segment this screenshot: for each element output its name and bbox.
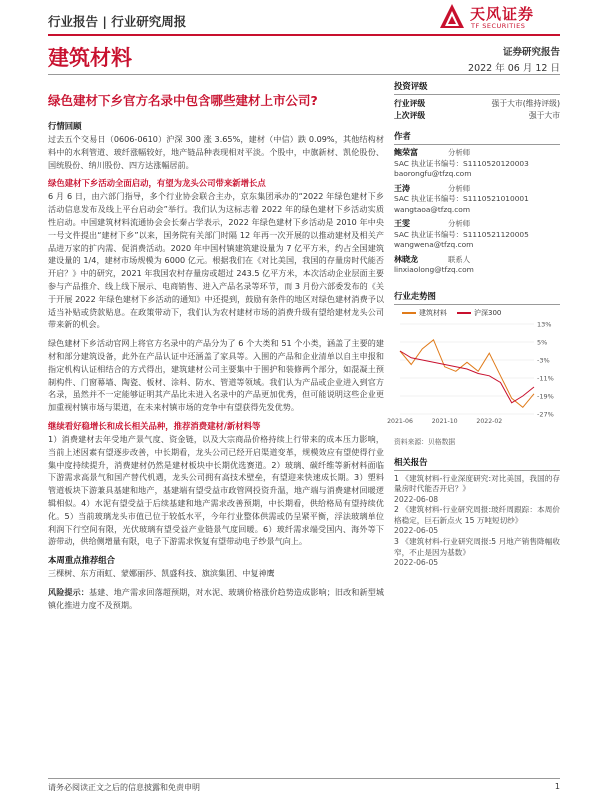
x-tick-label: 2021-06 xyxy=(387,417,413,425)
author-email[interactable]: baorongfu@tfzq.com xyxy=(394,169,472,178)
logo-text-cn: 天风证券 xyxy=(470,5,535,23)
section-paragraph: 三棵树、东方雨虹、蒙娜丽莎、凯盛科技、旗滨集团、中复神鹰 xyxy=(48,568,275,579)
section-paragraph: 6 月 6 日，由六部门指导，多个行业协会联合主办，京东集团承办的“2022 年绿色建材下乡活动信息发布及线上平台启动会”举行。我们认为这标志着 2022 年的绿色建材下乡活动实质性启动。中国建筑材料流通协会会长秦占学表示，2022 年绿色建材下乡活动是 2010 年中央一号文件提出“建材下乡”以来，国务院有关部门时隔 12 年再一次开展的以推动建材及相关产品进万家的扩内需、促消费活动。2020 年中国村镇建筑建设量为 7 亿平方米，约占全国建筑建设量的 1/4，建材市场规模为 6000 亿元。根据我们在《对比美国，我国的存量房时代能否开启？》中的研究，2021 年我国农村存量房或超过 243.5 亿平方米，本次活动企业层面主要参与产品推介、线上线下展示、电商销售、进入产品名录等环节，而 3 月份六部委发布的《关于开展 2022 年绿色建材下乡活动的通知》中还提到，鼓励有条件的地区对绿色建材消费予以适当补贴或贷款贴息。在政策带动下，我们认为农村建材市场的消费升级有望给建材龙头公司带来新的机会。 xyxy=(48,191,384,330)
chart-legend xyxy=(402,308,560,318)
author-email[interactable]: linxiaolong@tfzq.com xyxy=(394,265,474,274)
logo-text-en: TF SECURITIES xyxy=(471,22,526,30)
disclaimer-note: 请务必阅读正文之后的信息披露和免责申明 xyxy=(48,783,200,792)
rating-value: 强于大市 xyxy=(528,111,560,120)
x-tick-label: 2022-02 xyxy=(476,417,503,425)
related-heading: 相关报告 xyxy=(394,454,560,471)
author-email[interactable]: wangtaoa@tfzq.com xyxy=(394,204,471,214)
section-paragraph: 1）消费建材去年受地产景气度、资金链，以及大宗商品价格持续上行带来的成本压力影响，当前上述因素有望逐步改善，中长期看，龙头公司已经开启渠道变革，规模效应有望使得行业集中度持续提升，消费建材仍然是建材板块中长期优选赛道。2）玻璃、碳纤维等新材料面临下游需求高景气和国产替代机遇，龙头公司拥有高技术壁垒，有望迎来快速成长期。3）塑料管道板块下游兼具基建和地产，基建端有望受益市政管网投资升温，地产端与消费建材回暖逻辑相似。4）水泥有望受益于后续基建和地产需求改善预期，中长期看，供给格局有望持续优化。5）当前玻璃龙头市值已位于较低水平，今年行业整体供需或仍呈紧平衡，浮法玻璃单位利润下行空间有限，光伏玻璃有望受益产业链景气度回暖。6）玻纤需求端受国内、海外等下游带动，供给侧增量有限，电子下游需求恢复有望带动电子纱景气向上。 xyxy=(48,433,384,547)
rating-key: 上次评级 xyxy=(394,111,426,120)
rating-row xyxy=(394,98,560,110)
author-role: 分析师 xyxy=(448,183,471,193)
author-email[interactable]: wangwena@tfzq.com xyxy=(394,240,474,249)
tf-logo-icon xyxy=(438,2,466,30)
author-license: SAC 执业证书编号：S1110520120003 xyxy=(394,158,529,168)
y-tick-label: -3% xyxy=(537,356,550,364)
y-tick-label: 5% xyxy=(537,338,548,346)
report-category: 行业报告 | 行业研究周报 xyxy=(48,14,187,29)
related-title[interactable]: 1 《建筑材料-行业深度研究:对比美国，我国的存量房时代能否开启？》 xyxy=(394,473,560,494)
author-name: 林晓龙 xyxy=(394,254,418,264)
section-paragraph: 过去五个交易日（0606-0610）沪深 300 涨 3.65%，建材（中信）跌 0.09%，其他结构材料中的水利管道、玻纤涨幅较好，地产链品种表现相对平淡。个股中，中旗新材、凯伦股份、国统股份、纳川股份、四方达涨幅居前。 xyxy=(48,134,384,170)
author-card xyxy=(394,255,560,276)
section-heading: 绿色建材下乡活动全面启动，有望为龙头公司带来新增长点 xyxy=(48,178,266,189)
author-card xyxy=(394,219,560,251)
author-name: 王涛 xyxy=(394,183,410,193)
section-outlook xyxy=(48,420,384,548)
rating-key: 行业评级 xyxy=(394,99,426,108)
risk-label: 风险提示： xyxy=(48,586,89,597)
page-number: 1 xyxy=(554,782,560,791)
author-role: 分析师 xyxy=(448,219,471,228)
risk-warning xyxy=(48,586,384,612)
chart-source: 资料来源：贝格数据 xyxy=(394,437,456,446)
section-heading: 本周重点推荐组合 xyxy=(48,555,115,566)
title-rule xyxy=(48,74,560,75)
series-line-building-materials xyxy=(400,339,534,407)
x-tick-label: 2021-10 xyxy=(431,417,458,425)
authors-heading: 作者 xyxy=(394,128,560,145)
legend-label: 建筑材料 xyxy=(419,308,447,317)
section-heading: 继续看好稳增长和成长相关品种，推荐消费建材/新材料等 xyxy=(48,420,261,431)
author-name: 鲍荣富 xyxy=(394,148,418,157)
section-review xyxy=(48,120,384,171)
related-item[interactable] xyxy=(394,537,560,569)
report-subtitle: 绿色建材下乡官方名录中包含哪些建材上市公司? xyxy=(48,93,318,108)
author-role: 分析师 xyxy=(448,148,471,157)
y-tick-label: -19% xyxy=(537,392,554,400)
report-date: 2022 年 06 月 12 日 xyxy=(468,63,560,74)
legend-swatch xyxy=(402,312,416,314)
author-name: 王雯 xyxy=(394,219,410,228)
y-tick-label: -11% xyxy=(537,374,554,382)
series-line-csi300 xyxy=(400,351,534,403)
section-heading: 行情回顾 xyxy=(48,121,82,131)
page-footer xyxy=(48,778,560,793)
brand-logo xyxy=(438,2,558,32)
author-card xyxy=(394,148,560,180)
legend-label: 沪深300 xyxy=(474,308,502,317)
author-role: 联系人 xyxy=(448,254,471,264)
rating-value: 强于大市(维持评级) xyxy=(491,99,560,108)
section-green-materials xyxy=(48,177,384,414)
legend-item xyxy=(457,308,501,318)
related-title[interactable]: 3 《建筑材料-行业研究周报:5 月地产销售降幅收窄，不止是因为基数》 xyxy=(394,537,560,557)
related-date: 2022-06-08 xyxy=(394,494,439,504)
section-portfolio xyxy=(48,554,384,580)
trend-heading: 行业走势图 xyxy=(394,288,560,305)
top-rule xyxy=(48,34,560,36)
author-card xyxy=(394,184,560,216)
y-tick-label: -27% xyxy=(537,410,554,418)
rating-heading: 投资评级 xyxy=(394,78,560,95)
author-license: SAC 执业证书编号：S1110521010001 xyxy=(394,194,529,203)
doc-title: 建筑材料 xyxy=(48,46,132,70)
sidebar xyxy=(387,78,560,569)
section-paragraph: 绿色建材下乡活动官网上将官方名录中的产品分为了 6 个大类和 51 个小类，涵盖了主要的建材和部分建筑设备，此外在产品认证中还涵盖了家具等。入围的产品和企业清单以自主申报和指定机构认证相结合的方式得出，建筑建材公司主要集中于围护和装修两个部分，如混凝土预制构件、门窗幕墙、陶瓷、板材、涂料、防水、管道等领域。我们认为产品或企业进入到官方名录，虽然并不一定能够证明其产品比未进入名录中的产品更加优秀，但可能说明这些企业更加重视村镇市场与渠道，在未来村镇市场的竞争中有望获得先发优势。 xyxy=(48,338,384,413)
related-date: 2022-06-05 xyxy=(394,526,439,536)
trend-chart xyxy=(387,318,560,430)
rating-row xyxy=(394,110,560,122)
author-license: SAC 执业证书编号：S1110521120005 xyxy=(394,229,529,239)
report-type: 证券研究报告 xyxy=(502,47,560,58)
related-item[interactable] xyxy=(394,474,560,506)
related-item[interactable] xyxy=(394,505,560,537)
main-body xyxy=(48,120,384,612)
legend-swatch xyxy=(457,312,471,314)
y-tick-label: 13% xyxy=(537,320,552,328)
related-date: 2022-06-05 xyxy=(394,558,439,568)
risk-text: 基建、地产需求回落超预期，对水泥、玻璃价格涨价趋势造成影响；旧改和新型城镇化推进力度不及预期。 xyxy=(48,586,384,610)
related-title[interactable]: 2 《建筑材料-行业研究周报:玻纤周跟踪：本周价格稳定，巨石新点火 15 万吨短切纱》 xyxy=(394,505,560,525)
legend-item xyxy=(402,308,447,318)
